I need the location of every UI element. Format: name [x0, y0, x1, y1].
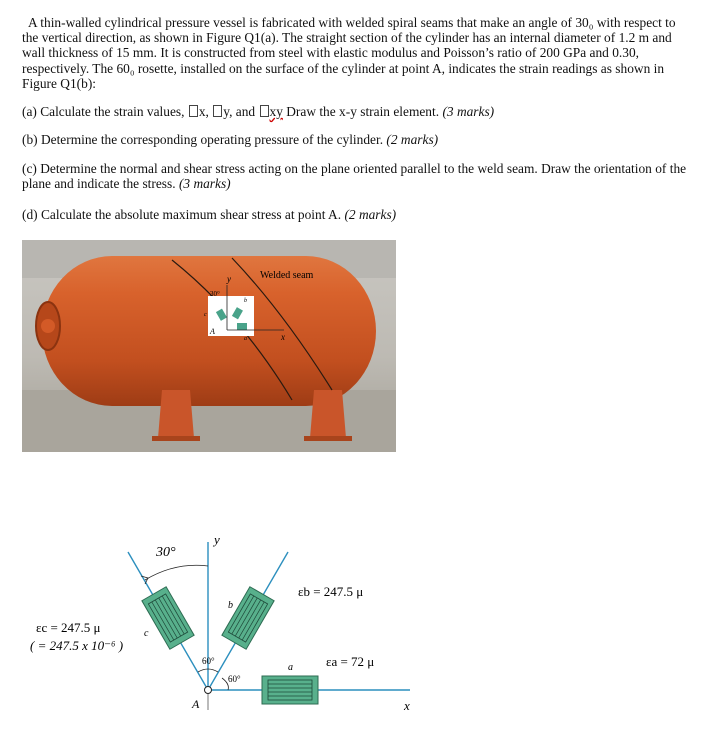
question-intro: A thin-walled cylindrical pressure vessel is fabricated with welded spiral seams that make an angle of 30₀ with respect to the vertical direction, as shown in Figure Q1(a). The straight section of the cylinder has an internal diameter of 1.2 m and wall thickness of 15 mm. It is constructed from steel with elastic modulus and Poisson’s ratio of 200 GPa and 0.30, respectively. The 60₀ rosette, installed on the surface of the cylinder at point A, indicates the strain readings as shown in Figure Q1(b):	[22, 15, 676, 91]
rosette-x-label: x	[404, 698, 410, 713]
gauge-b	[222, 587, 274, 649]
gamma-xy-symbol: xy	[269, 104, 283, 119]
part-d-marks: (2 marks)	[344, 207, 397, 222]
rosette-angle-30-label: 30°	[156, 545, 176, 560]
point-a-label: A	[192, 697, 200, 711]
question-part-c	[22, 161, 694, 191]
epsilon-y-symbol: y,	[223, 104, 233, 119]
strain-c-reading: εc = 247.5 μ	[36, 620, 101, 635]
right-saddle	[310, 390, 346, 438]
part-a-instruction: Draw the x-y strain element.	[286, 104, 440, 119]
gauge-a-mini	[237, 323, 247, 330]
right-saddle-base	[304, 436, 352, 441]
missing-glyph-icon	[260, 105, 269, 117]
question-part-a	[22, 104, 694, 119]
photo-c-label: c	[204, 312, 207, 318]
strain-a-reading: εa = 72 μ	[326, 654, 375, 669]
question-part-d	[22, 207, 694, 222]
angle-60-upper-label: 60°	[202, 656, 215, 666]
photo-weld-label: Welded seam	[260, 270, 314, 281]
missing-glyph-icon	[213, 105, 222, 117]
strain-rosette-diagram	[0, 500, 703, 730]
and-word: and	[235, 104, 256, 119]
part-c-text: (c) Determine the normal and shear stress acting on the plane oriented parallel to the weld seam. Draw the orientation of the plane and indicate the stress.	[22, 161, 687, 192]
photo-point-label: A	[210, 327, 215, 336]
part-a-marks: (3 marks)	[442, 104, 495, 119]
strain-b-reading: εb = 247.5 μ	[298, 584, 364, 599]
pressure-vessel-photo	[22, 240, 396, 452]
gauge-c-label: c	[144, 628, 149, 639]
gauge-c	[142, 587, 194, 649]
left-saddle	[158, 390, 194, 438]
gauge-a	[262, 676, 318, 704]
rosette-y-label: y	[214, 532, 220, 547]
gauge-a-label: a	[288, 662, 293, 673]
part-c-marks: (3 marks)	[178, 176, 231, 192]
photo-a-label: a	[244, 336, 247, 342]
angle-60-lower-label: 60°	[228, 674, 241, 684]
part-a-text: (a) Calculate the strain values,	[22, 104, 185, 119]
part-b-text: (b) Determine the corresponding operating pressure of the cylinder.	[22, 132, 384, 147]
photo-x-label: x	[281, 332, 285, 342]
point-a-marker	[205, 687, 212, 694]
photo-y-label: y	[227, 274, 231, 284]
question-part-b	[22, 132, 694, 147]
photo-b-label: b	[244, 298, 247, 304]
left-saddle-base	[152, 436, 200, 441]
part-b-marks: (2 marks)	[386, 132, 439, 147]
epsilon-x-symbol: x,	[198, 104, 209, 119]
angle-arc-30	[145, 565, 208, 580]
gauge-b-label: b	[228, 600, 233, 611]
photo-angle-label: 30°	[210, 290, 220, 298]
strain-c-scientific: ( = 247.5 x 10⁻⁶ )	[30, 638, 124, 653]
manhole-cover	[41, 319, 55, 333]
missing-glyph-icon	[189, 105, 198, 117]
part-d-text: (d) Calculate the absolute maximum shear stress at point A.	[22, 207, 342, 222]
